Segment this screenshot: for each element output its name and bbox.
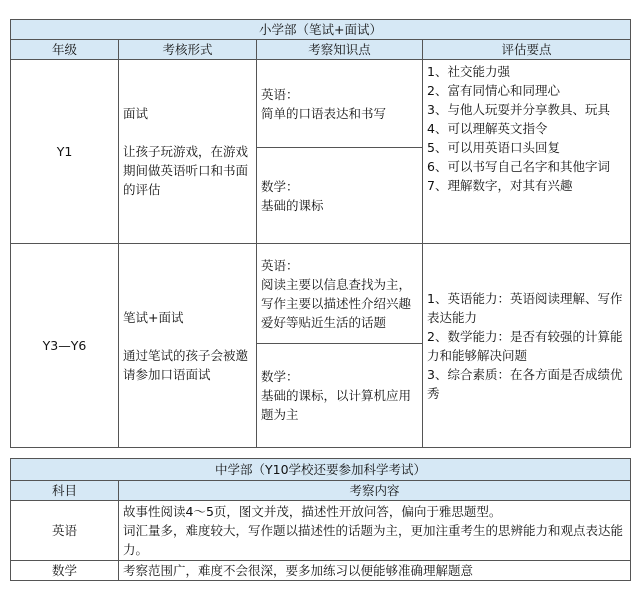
y3-form-desc: 通过笔试的孩子会被邀请参加口语面试: [123, 347, 249, 382]
header-subject: 科目: [11, 481, 119, 501]
y3-english-text: 阅读主要以信息查找为主，写作主要以描述性介绍兴趣爱好等贴近生活的话题: [261, 276, 412, 330]
y1-point-5: 5、可以用英语口头回复: [427, 140, 560, 155]
y1-point-1: 1、社交能力强: [427, 64, 510, 79]
y1-math-text: 基础的课标: [261, 197, 324, 213]
y3-form: [119, 244, 257, 448]
y1-point-6: 6、可以书写自己名字和其他字词: [427, 159, 610, 174]
header-form: 考核形式: [119, 40, 257, 60]
y1-point-7: 7、理解数字，对其有兴趣: [427, 178, 573, 193]
primary-title: 小学部（笔试+面试）: [11, 20, 631, 40]
y3-knowledge-math: [257, 344, 423, 448]
y1-grade: Y1: [11, 60, 119, 244]
y1-form-desc: 让孩子玩游戏，在游戏期间做英语听口和书面的评估: [123, 144, 249, 197]
middle-english-content-2: 词汇量多，难度较大，写作题以描述性的话题为主，更加注重考生的思辨能力和观点表达能力。: [123, 523, 624, 557]
y1-knowledge-english: [257, 60, 423, 148]
middle-english-content-1: 故事性阅读4～5页，图文并茂，描述性开放问答，偏向于雅思题型。: [123, 504, 502, 519]
y3-knowledge-english: [257, 244, 423, 344]
y1-math-label: 数学：: [261, 178, 299, 194]
y3-points: [423, 244, 631, 448]
y3-point-1: 1、英语能力：英语阅读理解、写作表达能力: [427, 290, 623, 325]
y1-point-4: 4、可以理解英文指令: [427, 121, 548, 136]
header-knowledge: 考察知识点: [257, 40, 423, 60]
y3-point-3: 3、综合素质：在各方面是否成绩优秀: [427, 366, 623, 401]
middle-title: 中学部（Y10学校还要参加科学考试）: [11, 459, 631, 481]
y1-point-2: 2、富有同情心和同理心: [427, 83, 560, 98]
y3-form-title: 笔试+面试: [123, 309, 184, 325]
middle-math-subject: 数学: [11, 561, 119, 581]
middle-math-content: 考察范围广，难度不会很深，要多加练习以便能够准确理解题意: [119, 561, 631, 581]
primary-school-table: [10, 19, 631, 448]
middle-english-subject: 英语: [11, 501, 119, 561]
header-points: 评估要点: [423, 40, 631, 60]
middle-english-content: [119, 501, 631, 561]
y1-knowledge-math: [257, 148, 423, 244]
y3-math-text: 基础的课标，以计算机应用题为主: [261, 388, 412, 422]
y1-form: [119, 60, 257, 244]
y3-point-2: 2、数学能力：是否有较强的计算能力和能够解决问题: [427, 328, 623, 363]
header-grade: 年级: [11, 40, 119, 60]
y1-form-title: 面试: [123, 106, 149, 121]
y1-english-text: 简单的口语表达和书写: [261, 105, 387, 121]
y3-english-label: 英语：: [261, 257, 299, 273]
y1-english-label: 英语：: [261, 86, 299, 102]
y3-math-label: 数学：: [261, 369, 299, 384]
y1-point-3: 3、与他人玩耍并分享教具、玩具: [427, 102, 610, 117]
y3-grade: Y3—Y6: [11, 244, 119, 448]
y1-points: [423, 60, 631, 244]
header-content: 考察内容: [119, 481, 631, 501]
middle-school-table: [10, 458, 631, 581]
